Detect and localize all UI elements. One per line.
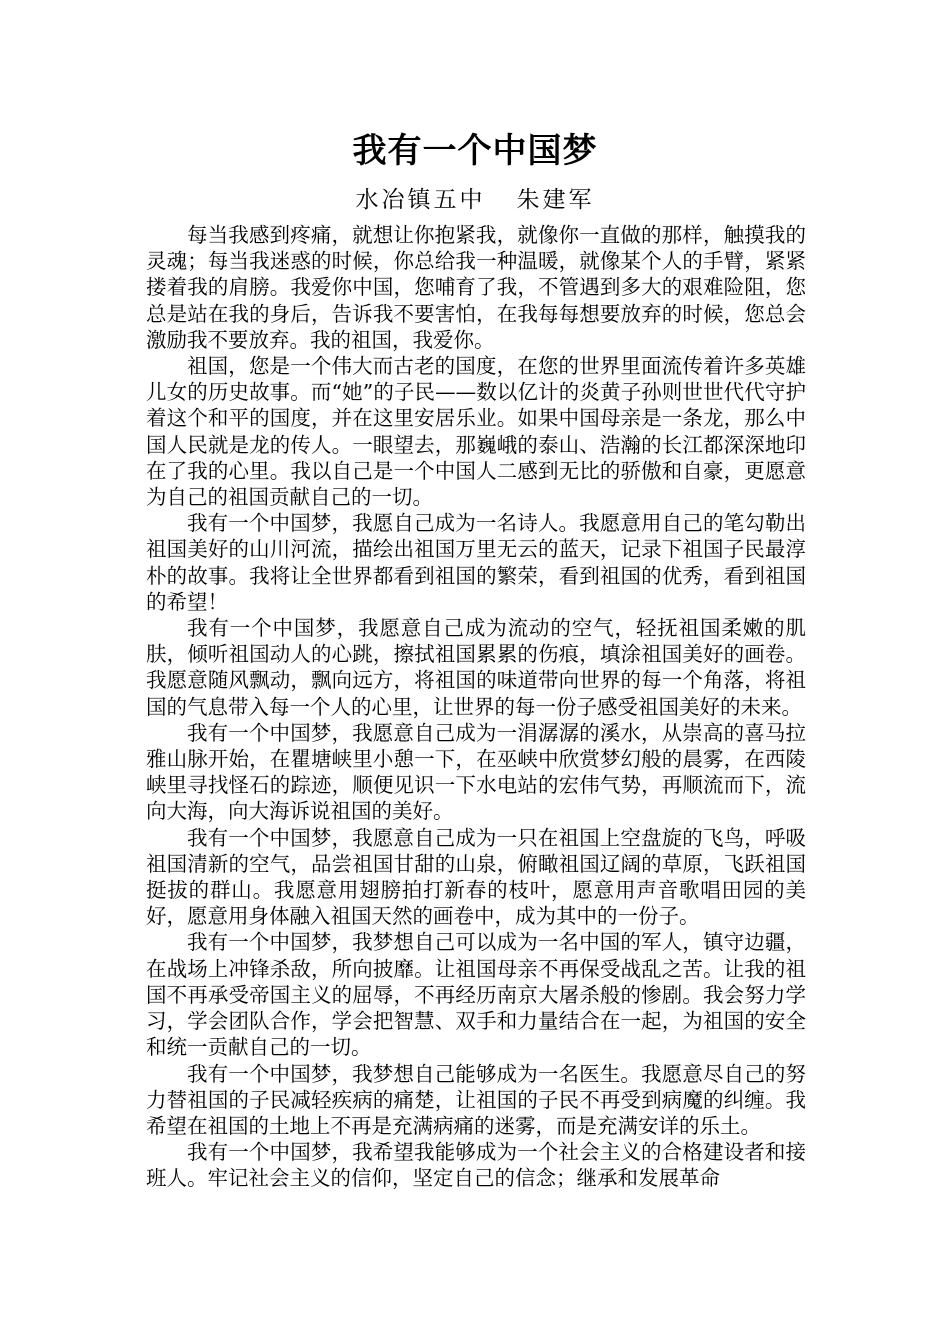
paragraph: 我有一个中国梦，我愿意自己成为一只在祖国上空盘旋的飞鸟，呼吸祖国清新的空气，品尝祖国甘甜的山泉，俯瞰祖国辽阔的草原，飞跃祖国挺拔的群山。我愿意用翅膀拍打新春的枝叶，愿意用声音歌唱田园的美好，愿意用身体融入祖国天然的画卷中，成为其中的一份子。 [146, 825, 806, 929]
paragraph: 祖国，您是一个伟大而古老的国度，在您的世界里面流传着许多英雄儿女的历史故事。而“她”的子民——数以亿计的炎黄子孙则世世代代守护着这个和平的国度，并在这里安居乐业。如果中国母亲是一条龙，那么中国人民就是龙的传人。一眼望去，那巍峨的泰山、浩瀚的长江都深深地印在了我的心里。我以自己是一个中国人二感到无比的骄傲和自豪，更愿意为自己的祖国贡献自己的一切。 [146, 354, 806, 510]
document-body [146, 222, 806, 1192]
paragraph: 每当我感到疼痛，就想让你抱紧我，就像你一直做的那样，触摸我的灵魂；每当我迷惑的时候，你总给我一种温暖，就像某个人的手臂，紧紧搂着我的肩膀。我爱你中国，您哺育了我，不管遇到多大的艰难险阻，您总是站在我的身后，告诉我不要害怕，在我每每想要放弃的时候，您总会激励我不要放弃。我的祖国，我爱你。 [146, 223, 806, 352]
paragraph: 我有一个中国梦，我梦想自己能够成为一名医生。我愿意尽自己的努力替祖国的子民减轻疾病的痛楚，让祖国的子民不再受到病魔的纠缠。我希望在祖国的土地上不再是充满病痛的迷雾，而是充满安详的乐土。 [146, 1061, 806, 1138]
document-title: 我有一个中国梦 [352, 131, 598, 171]
paragraph: 我有一个中国梦，我愿自己成为一名诗人。我愿意用自己的笔勾勒出祖国美好的山川河流，描绘出祖国万里无云的蓝天，记录下祖国子民最淳朴的故事。我将让全世界都看到祖国的繁荣，看到祖国的优秀，看到祖国的希望！ [146, 511, 806, 614]
author-byline: 水冶镇五中 朱建军 [355, 187, 595, 213]
paragraph: 我有一个中国梦，我梦想自己可以成为一名中国的军人，镇守边疆，在战场上冲锋杀敌，所向披靡。让祖国母亲不再保受战乱之苦。让我的祖国不再承受帝国主义的屈辱，不再经历南京大屠杀般的惨剧。我会努力学习，学会团队合作，学会把智慧、双手和力量结合在一起，为祖国的安全和统一贡献自己的一切。 [146, 930, 806, 1060]
paragraph: 我有一个中国梦，我愿意自己成为一涓潺潺的溪水，从崇高的喜马拉雅山脉开始，在瞿塘峡里小憩一下，在巫峡中欣赏梦幻般的晨雾，在西陵峡里寻找怪石的踪迹，顺便见识一下水电站的宏伟气势，再顺流而下，流向大海，向大海诉说祖国的美好。 [146, 720, 806, 824]
paragraph: 我有一个中国梦，我愿意自己成为流动的空气，轻抚祖国柔嫩的肌肤，倾听祖国动人的心跳，擦拭祖国累累的伤痕，填涂祖国美好的画卷。我愿意随风飘动，飘向远方，将祖国的味道带向世界的每一个角落，将祖国的气息带入每一个人的心里，让世界的每一份子感受祖国美好的未来。 [146, 616, 806, 719]
paragraph: 我有一个中国梦，我希望我能够成为一个社会主义的合格建设者和接班人。牢记社会主义的信仰，坚定自己的信念；继承和发展革命 [146, 1140, 806, 1191]
